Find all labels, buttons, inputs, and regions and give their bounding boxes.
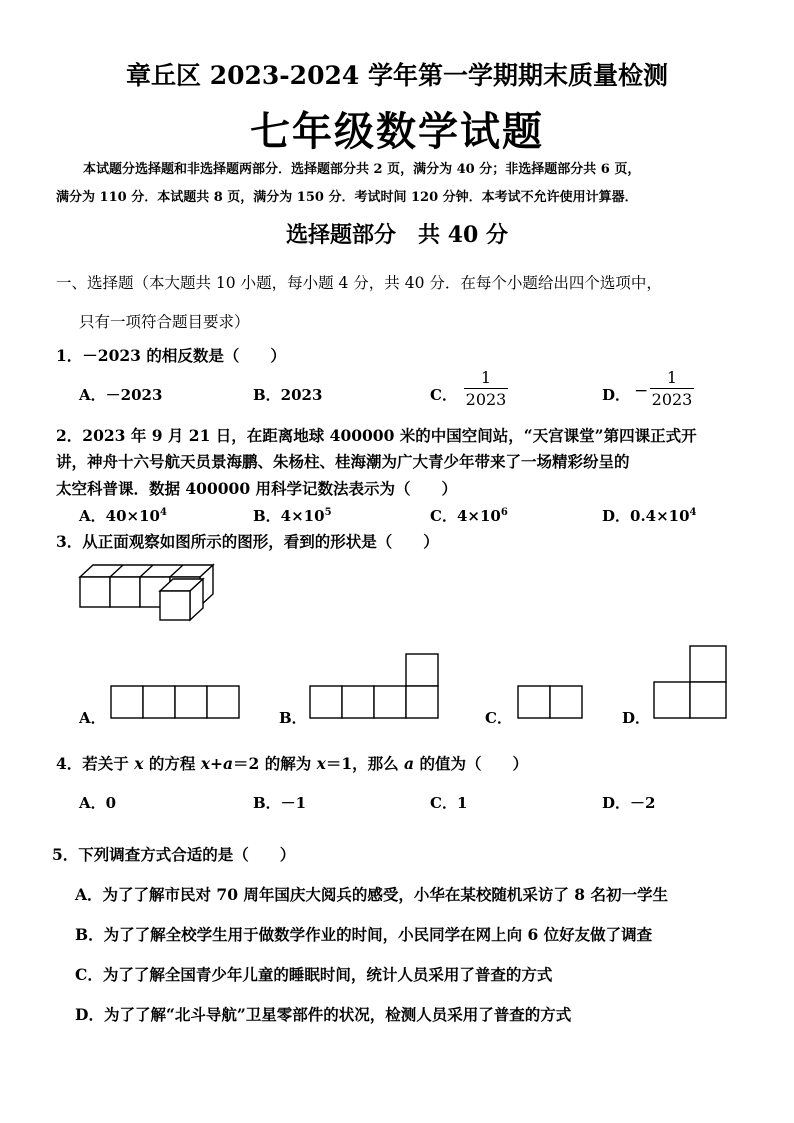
q1-d-minus-sign: − (634, 381, 649, 401)
q4-option-d: D．－2 (602, 794, 656, 812)
intro-line-1: 本试题分选择题和非选择题两部分．选择题部分共 2 页，满分为 40 分；非选择题部分共 6 页， (83, 162, 641, 177)
q4-stem: 4．若关于 x 的方程 x+a＝2 的解为 x＝1，那么 a 的值为（ ） (56, 754, 528, 773)
q1-stem: 1．－2023 的相反数是（ ） (56, 346, 286, 365)
q3-solid-figure (76, 560, 221, 620)
q3-option-b-figure (309, 653, 439, 719)
q3-option-b-label: B． (279, 709, 307, 727)
q3-option-d-label: D． (622, 709, 651, 727)
q1-option-c-fraction (464, 368, 508, 411)
q1-c-numerator: 1 (480, 368, 492, 387)
q2-line-2: 讲，神舟十六号航天员景海鹏、朱杨柱、桂海潮为广大青少年带来了一场精彩纷呈的 (56, 452, 630, 471)
q5-option-c: C．为了了解全国青少年儿童的睡眠时间，统计人员采用了普查的方式 (75, 965, 553, 984)
q1-option-d-fraction (650, 368, 694, 411)
q2-option-c: C．$4\times 10^6$ (430, 507, 508, 525)
q1-c-denominator: 2023 (465, 390, 507, 409)
q3-option-a-figure (110, 685, 240, 719)
q1-option-d-label: D． (602, 386, 631, 404)
q1-d-numerator: 1 (666, 368, 678, 387)
q2-line-3: 太空科普课．数据 400000 用科学记数法表示为（ ） (56, 479, 458, 498)
q4-option-a: A．0 (79, 794, 117, 812)
intro-line-2: 满分为 110 分．本试题共 8 页，满分为 150 分．考试时间 120 分钟．本考试不允许使用计算器． (56, 190, 638, 205)
q3-stem: 3．从正面观察如图所示的图形，看到的形状是（ ） (56, 532, 439, 551)
q3-option-c-figure (517, 685, 583, 719)
q5-option-b: B．为了了解全校学生用于做数学作业的时间，小民同学在网上向 6 位好友做了调查 (75, 925, 653, 944)
q1-option-c-label: C． (430, 386, 457, 404)
q2-option-d: D．$0.4\times 10^4$ (602, 507, 697, 525)
section-instruction-1: 一、选择题（本大题共 10 小题，每小题 4 分，共 40 分．在每个小题给出四个选项中， (56, 274, 662, 292)
q5-stem: 5．下列调查方式合适的是（ ） (52, 845, 296, 864)
q3-option-d-figure (653, 645, 727, 719)
section-instruction-2: 只有一项符合题目要求） (79, 313, 250, 331)
q2-option-b: B．$4\times 10^5$ (253, 507, 332, 525)
q2-option-a: A．$40\times 10^4$ (79, 507, 167, 525)
exam-title: 章丘区 2023-2024 学年第一学期期末质量检测 (126, 61, 668, 90)
q1-option-a: A．－2023 (79, 386, 163, 404)
q4-option-c: C．1 (430, 794, 468, 812)
q3-option-c-label: C． (485, 709, 512, 727)
q3-option-a-label: A． (79, 709, 106, 727)
q4-option-b: B．－1 (253, 794, 307, 812)
section-title: 选择题部分 共 40 分 (286, 222, 508, 248)
q1-option-b: B．2023 (253, 386, 323, 404)
q2-line-1: 2．2023 年 9 月 21 日，在距离地球 400000 米的中国空间站，“天宫课堂”第四课正式开 (56, 426, 697, 445)
q5-option-a: A．为了了解市民对 70 周年国庆大阅兵的感受，小华在某校随机采访了 8 名初一学生 (75, 885, 668, 904)
exam-subtitle: 七年级数学试题 (250, 108, 544, 155)
q1-d-denominator: 2023 (651, 390, 693, 409)
q5-option-d: D．为了了解“北斗导航”卫星零部件的状况，检测人员采用了普查的方式 (75, 1005, 572, 1024)
